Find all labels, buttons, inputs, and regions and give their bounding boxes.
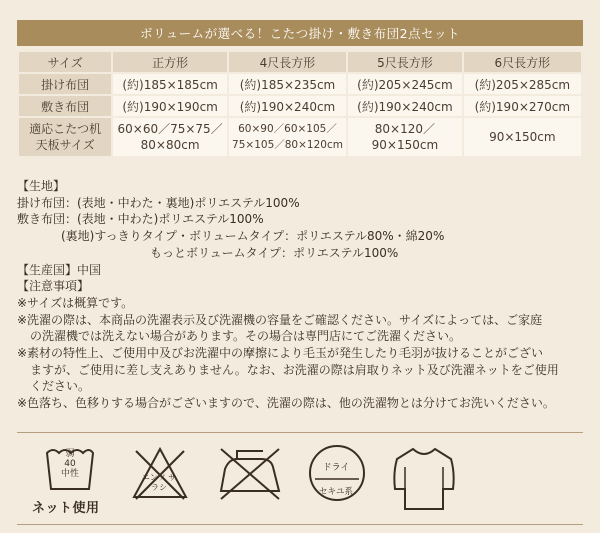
- kotatsu-label-line2: 天板サイズ: [35, 138, 95, 152]
- header-4shaku: 4尺長方形: [229, 52, 346, 72]
- header-6shaku: 6尺長方形: [464, 52, 581, 72]
- material-kake: 掛け布団：(表地・中わた・裏地)ポリエステル100%: [17, 195, 300, 210]
- no-iron-icon: [215, 443, 285, 503]
- header-size: サイズ: [19, 52, 111, 72]
- table-header-row: [19, 52, 581, 72]
- note-wash-line1: ※洗濯の際は、本商品の洗濯表示及び洗濯機の容量をご確認ください。サイズによっては、ご家庭: [17, 312, 543, 327]
- kotatsu-label-line1: 適応こたつ机: [29, 122, 102, 136]
- table-cell: (約)190×190cm: [113, 96, 226, 116]
- cell-line: 80×80cm: [140, 138, 200, 152]
- details-text: [17, 178, 592, 412]
- note-pilling-line3: ください。: [30, 379, 91, 394]
- care-icons: [17, 432, 583, 525]
- header-5shaku: 5尺長方形: [348, 52, 461, 72]
- notes-heading: 【注意事項】: [17, 279, 90, 294]
- table-cell: 90×150cm: [464, 118, 581, 156]
- cell-line: 60×90／60×105／: [238, 123, 337, 135]
- row-label-kake: 掛け布団: [19, 74, 111, 94]
- cell-line: 90×150cm: [371, 138, 439, 152]
- title-banner: ボリュームが選べる！こたつ掛け・敷き布団2点セット: [17, 20, 583, 46]
- wash-text: [55, 449, 85, 479]
- table-row: [19, 96, 581, 116]
- wash-neutral-label: 中性: [60, 469, 79, 479]
- table-row: [19, 74, 581, 94]
- table-cell: [348, 118, 461, 156]
- table-cell: (約)190×240cm: [229, 96, 346, 116]
- dry-solvent-label: セキユ系: [318, 487, 353, 497]
- table-cell: (約)185×235cm: [229, 74, 346, 94]
- dry-label: ドライ: [322, 463, 350, 473]
- wash-temp-label: 40: [64, 459, 76, 469]
- cell-line: 75×105／80×120cm: [232, 139, 343, 151]
- table-cell: [113, 118, 226, 156]
- table-cell: (約)205×245cm: [348, 74, 461, 94]
- bleach-label: エンソ サラシ: [141, 473, 177, 492]
- origin: 【生産国】中国: [17, 262, 102, 277]
- wash-weak-label: 弱: [65, 449, 75, 459]
- size-table: [17, 50, 583, 158]
- material-ura: (裏地)すっきりタイプ・ボリュームタイプ：ポリエステル80%・綿20%: [61, 229, 445, 244]
- material-shiki: 敷き布団：(表地・中わた)ポリエステル100%: [17, 212, 264, 227]
- row-label-kotatsu: [19, 118, 111, 156]
- table-cell: (約)205×285cm: [464, 74, 581, 94]
- header-square: 正方形: [113, 52, 226, 72]
- hang-dry-shirt-icon: [389, 443, 459, 513]
- table-cell: [229, 118, 346, 156]
- note-color: ※色落ち、色移りする場合がございますので、洗濯の際は、他の洗濯物とは分けてお洗いください。: [17, 396, 555, 411]
- wash-net-label: ネット使用: [32, 501, 100, 516]
- table-cell: (約)190×240cm: [348, 96, 461, 116]
- material-motto: もっとボリュームタイプ：ポリエステル100%: [150, 245, 399, 260]
- note-pilling-line1: ※素材の特性上、ご使用中及びお洗濯中の摩擦により毛玉が発生したり毛羽が抜けることがござい: [17, 346, 544, 361]
- note-size: ※サイズは概算です。: [17, 295, 134, 310]
- table-cell: (約)190×270cm: [464, 96, 581, 116]
- table-cell: (約)185×185cm: [113, 74, 226, 94]
- material-heading: 【生地】: [17, 179, 66, 193]
- note-pilling-line2: ますが、ご使用に差し支えありません。なお、お洗濯の際は肩取りネット及び洗濯ネットをご使用: [30, 362, 559, 377]
- note-wash-line2: の洗濯機では洗えない場合があります。その場合は専門店にてご洗濯ください。: [30, 329, 462, 344]
- row-label-shiki: 敷き布団: [19, 96, 111, 116]
- cell-line: 60×60／75×75／: [117, 122, 223, 136]
- table-row: [19, 118, 581, 156]
- cell-line: 80×120／: [374, 122, 436, 136]
